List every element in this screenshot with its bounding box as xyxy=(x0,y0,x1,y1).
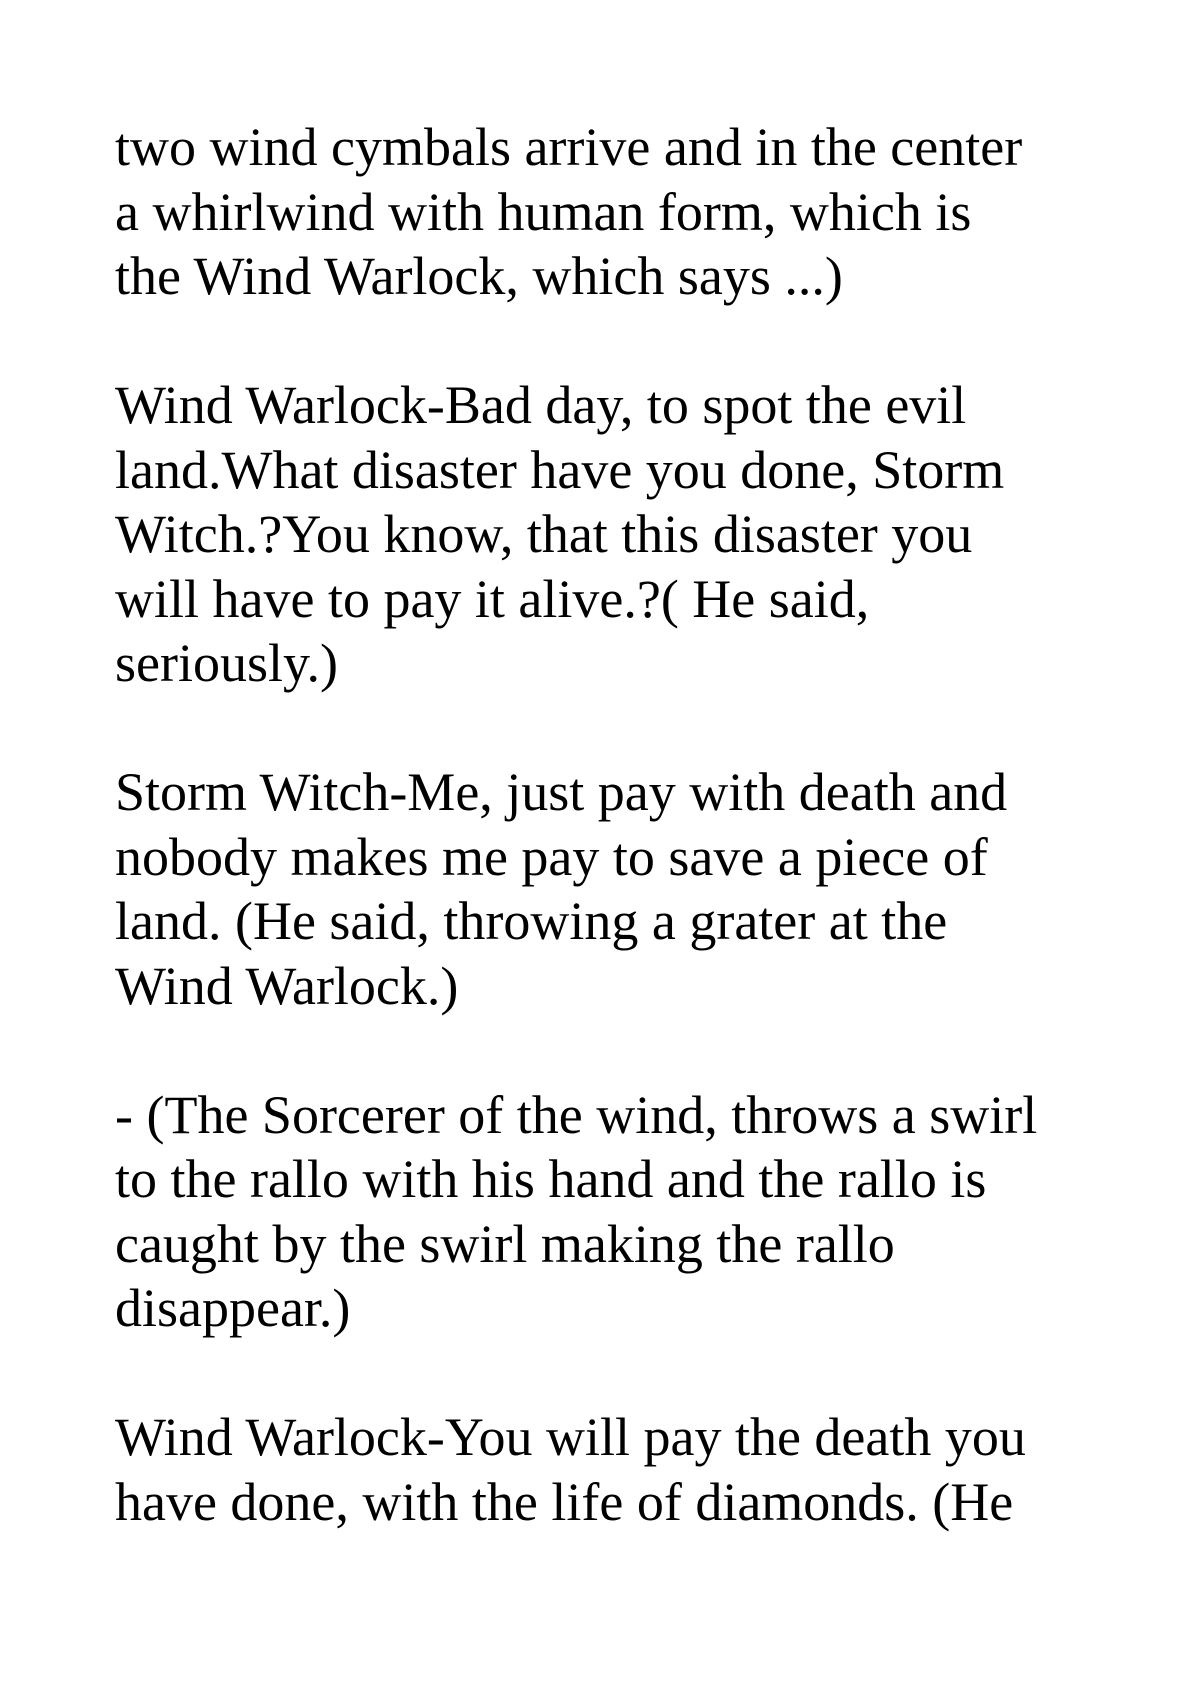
text-line: have done, with the life of diamonds. (He xyxy=(115,1471,1014,1532)
text-line: Wind Warlock-You will pay the death you xyxy=(115,1407,1026,1467)
text-line: caught by the swirl making the rallo xyxy=(115,1213,895,1274)
text-line: Storm Witch-Me, just pay with death and xyxy=(115,762,1008,822)
text-line: Wind Warlock-Bad day, to spot the evil xyxy=(115,375,967,435)
paragraph-wind-warlock-dialogue xyxy=(115,373,1115,696)
text-line: the Wind Warlock, which says ...) xyxy=(115,246,843,306)
text-line: disappear.) xyxy=(115,1278,351,1338)
paragraph-sorcerer-action xyxy=(115,1083,1115,1341)
text-line: seriously.) xyxy=(115,633,338,693)
text-line: nobody makes me pay to save a piece of xyxy=(115,826,988,887)
text-line: to the rallo with his hand and the rallo is xyxy=(115,1149,987,1209)
paragraph-storm-witch-dialogue xyxy=(115,760,1115,1018)
text-line: land. (He said, throwing a grater at the xyxy=(115,891,948,951)
text-line: - (The Sorcerer of the wind, throws a swirl xyxy=(115,1084,1038,1145)
text-line: two wind cymbals arrive and in the center xyxy=(115,117,1023,177)
text-line: Witch.?You know, that this disaster you xyxy=(115,504,973,564)
text-line: will have to pay it alive.?( He said, xyxy=(115,568,870,629)
text-line: land.What disaster have you done, Storm xyxy=(115,439,1005,500)
paragraph-narration-whirlwind xyxy=(115,115,1115,309)
text-line: a whirlwind with human form, which is xyxy=(115,181,972,242)
paragraph-wind-warlock-dialogue-2 xyxy=(115,1405,1115,1534)
text-line: Wind Warlock.) xyxy=(115,955,459,1016)
document-body xyxy=(115,115,1115,1599)
